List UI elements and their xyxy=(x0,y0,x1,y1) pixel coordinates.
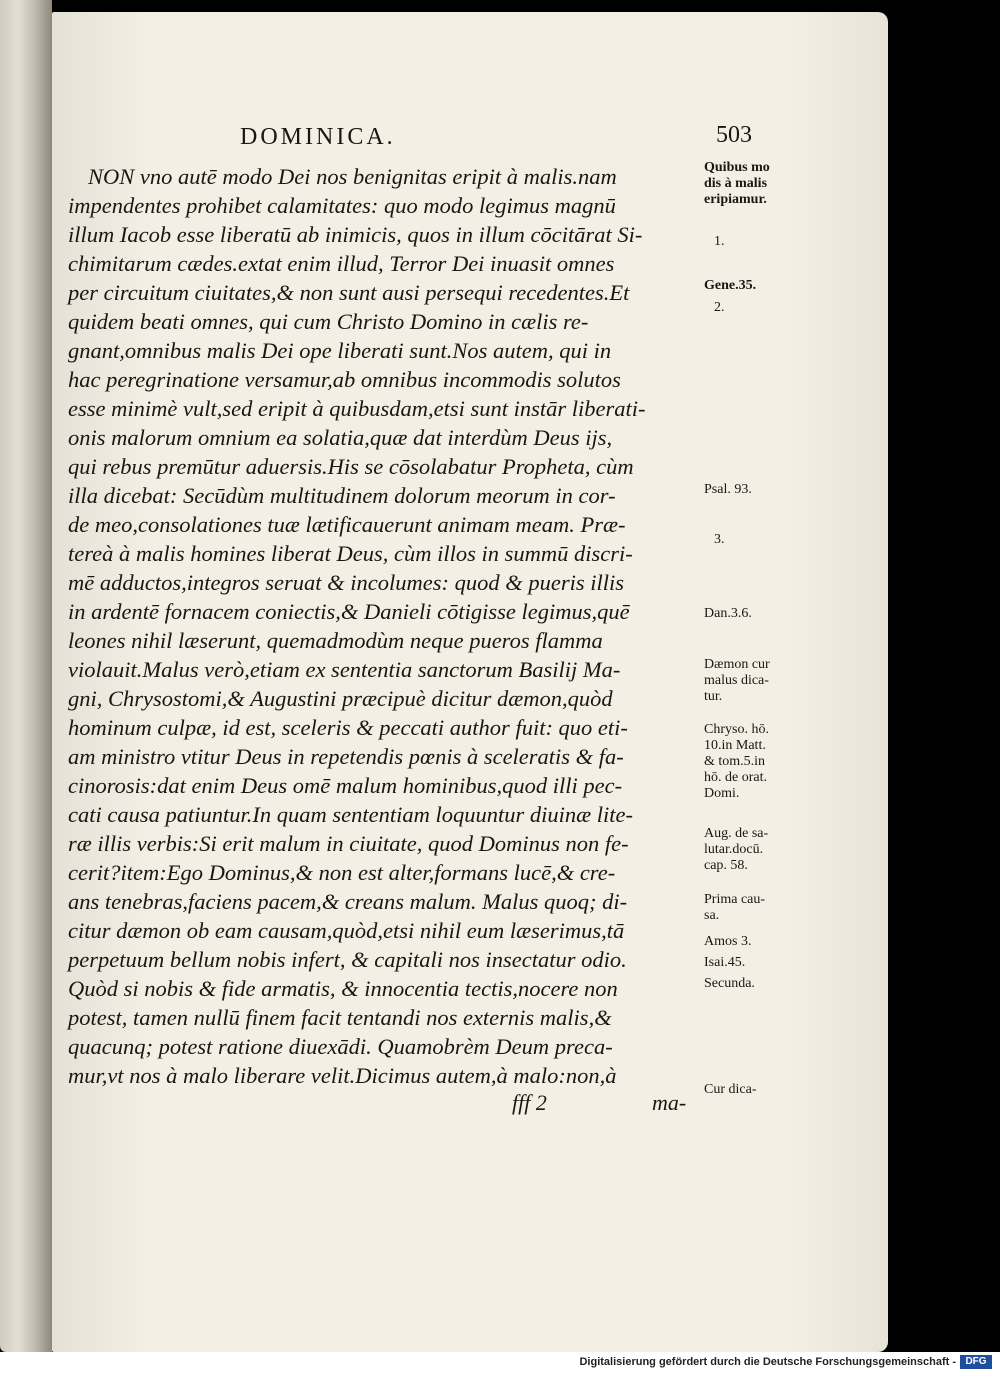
signature-mark: fff 2 xyxy=(512,1090,547,1115)
margin-note: 2. xyxy=(714,300,725,315)
catchwords xyxy=(512,1090,712,1120)
margin-note: Psal. 93. xyxy=(704,482,752,497)
text-line: illa dicebat: Secūdùm multitudinem dolorum meorum in cor- xyxy=(68,483,616,508)
text-line: leones nihil læserunt, quemadmodùm neque pueros flamma xyxy=(68,628,603,653)
text-line: ræ illis verbis:Si erit malum in ciuitate, quod Dominus non fe- xyxy=(68,831,629,856)
text-line: gni, Chrysostomi,& Augustini præcipuè dicitur dæmon,quòd xyxy=(68,686,613,711)
margin-note: 1. xyxy=(714,234,725,249)
text-line: citur dæmon ob eam causam,quòd,etsi nihil eum læserimus,tā xyxy=(68,918,625,943)
text-line: onis malorum omnium ea solatia,quæ dat interdùm Deus ijs, xyxy=(68,425,613,450)
text-line: gnant,omnibus malis Dei ope liberati sunt.Nos autem, qui in xyxy=(68,338,612,363)
margin-note: Isai.45. xyxy=(704,955,746,970)
margin-note: Gene.35. xyxy=(704,278,757,293)
text-line: chimitarum cædes.extat enim illud, Terror Dei inuasit omnes xyxy=(68,251,615,276)
margin-note: Dæmon cur malus dica- tur. xyxy=(704,657,770,704)
text-line: de meo,consolationes tuæ lætificauerunt animam meam. Præ- xyxy=(68,512,626,537)
text-line: esse minimè vult,sed eripit à quibusdam,etsi sunt instār liberati- xyxy=(68,396,646,421)
text-line: violauit.Malus verò,etiam ex sententia sanctorum Basilij Ma- xyxy=(68,657,621,682)
book-spine xyxy=(0,0,52,1352)
margin-note: Aug. de sa- lutar.docū. cap. 58. xyxy=(704,826,769,873)
text-line: ans tenebras,faciens pacem,& creans malum. Malus quoq; di- xyxy=(68,889,628,914)
text-line: impendentes prohibet calamitates: quo modo legimus magnū xyxy=(68,193,616,218)
text-line: mē adductos,integros seruat & incolumes: quod & pueris illis xyxy=(68,570,625,595)
text-line: hac peregrinatione versamur,ab omnibus incommodis solutos xyxy=(68,367,621,392)
text-line: per circuitum ciuitates,& non sunt ausi persequi recedentes.Et xyxy=(68,280,630,305)
text-line: tereà à malis homines liberat Deus, cùm illos in summū discri- xyxy=(68,541,633,566)
margin-note: Dan.3.6. xyxy=(704,606,752,621)
margin-note: Cur dica- xyxy=(704,1082,757,1097)
text-line: cerit?item:Ego Dominus,& non est alter,formans lucē,& cre- xyxy=(68,860,616,885)
text-line: perpetuum bellum nobis infert, & capitali nos insectatur odio. xyxy=(68,947,627,972)
margin-note: 3. xyxy=(714,532,725,547)
page-number: 503 xyxy=(716,122,752,148)
margin-note: Amos 3. xyxy=(704,934,752,949)
text-line: mur,vt nos à malo liberare velit.Dicimus autem,à malo:non,à xyxy=(68,1063,617,1088)
text-line: illum Iacob esse liberatū ab inimicis, quos in illum cōcitārat Si- xyxy=(68,222,643,247)
text-line: NON vno autē modo Dei nos benignitas eripit à malis.nam xyxy=(88,164,617,189)
text-line: am ministro vtitur Deus in repetendis pœnis à sceleratis & fa- xyxy=(68,744,624,769)
text-line: cati causa patiuntur.In quam sententiam loquuntur diuinæ lite- xyxy=(68,802,633,827)
margin-note: Secunda. xyxy=(704,976,755,991)
margin-note: Prima cau- sa. xyxy=(704,892,766,923)
text-line: qui rebus premūtur aduersis.His se cōsolabatur Propheta, cùm xyxy=(68,454,634,479)
text-line: quacunq; potest ratione diuexādi. Quamobrèm Deum preca- xyxy=(68,1034,613,1059)
text-line: quidem beati omnes, qui cum Christo Domino in cælis re- xyxy=(68,309,589,334)
text-line: Quòd si nobis & fide armatis, & innocentia tectis,nocere non xyxy=(68,976,618,1001)
margin-note: Quibus mo dis à malis eripiamur. xyxy=(704,160,770,207)
text-line: cinorosis:dat enim Deus omē malum hominibus,quod illi pec- xyxy=(68,773,623,798)
footer-bar xyxy=(0,1352,1000,1373)
margin-note: Chryso. hō. 10.in Matt. & tom.5.in hō. de orat. Domi. xyxy=(704,722,769,801)
body-text xyxy=(68,162,708,1090)
dfg-logo: DFG xyxy=(960,1355,992,1369)
text-line: in ardentē fornacem coniectis,& Danieli cōtigisse legimus,quē xyxy=(68,599,630,624)
text-line: hominum culpæ, id est, sceleris & peccati author fuit: quo eti- xyxy=(68,715,628,740)
text-line: potest, tamen nullū finem facit tentandi nos externis malis,& xyxy=(68,1005,612,1030)
funding-credit: Digitalisierung gefördert durch die Deutsche Forschungsgemeinschaft - xyxy=(579,1356,956,1368)
catchword: ma- xyxy=(652,1090,687,1115)
running-head: DOMINICA. xyxy=(240,124,396,150)
